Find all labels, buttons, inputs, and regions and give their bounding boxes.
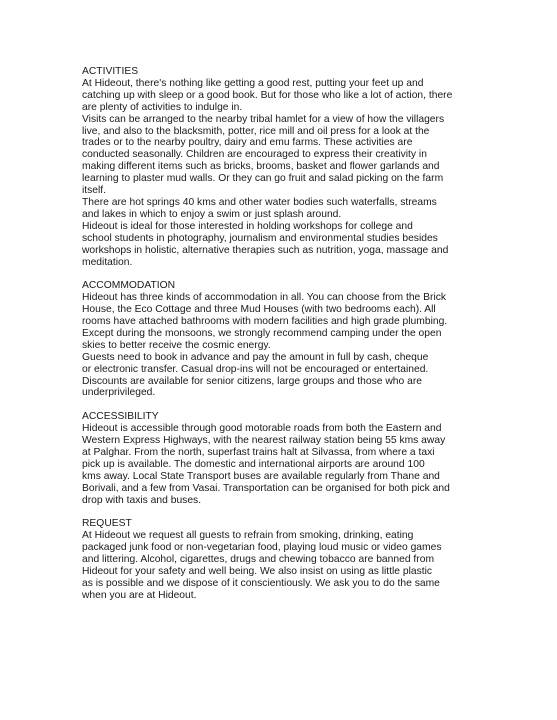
text-line: Western Express Highways, with the nearest railway station being 55 kms away [82, 435, 446, 447]
text-line: school students in photography, journalism and environmental studies besides [82, 232, 438, 244]
text-line: Hideout is accessible through good motorable roads from both the Eastern and [82, 423, 442, 435]
text-line: Discounts are available for senior citizens, large groups and those who are [82, 375, 422, 387]
text-line: when you are at Hideout. [82, 589, 197, 601]
text-line: Hideout for your safety and well being. We also insist on using as little plastic [82, 566, 433, 578]
text-line: Guests need to book in advance and pay the amount in full by cash, cheque [82, 351, 429, 363]
section-accommodation [82, 280, 482, 399]
text-line: pick up is available. The domestic and international airports are around 100 [82, 458, 425, 470]
text-line: making different items such as bricks, brooms, basket and flower garlands and [82, 161, 440, 173]
text-line: Hideout is ideal for those interested in holding workshops for college and [82, 220, 413, 232]
section-heading: ACTIVITIES [82, 66, 139, 77]
text-line: There are hot springs 40 kms and other water bodies such waterfalls, streams [82, 196, 437, 208]
section-heading: REQUEST [82, 518, 132, 530]
text-line: are plenty of activities to indulge in. [82, 101, 243, 113]
text-line: workshops in holistic, alternative therapies such as nutrition, yoga, massage and [82, 244, 449, 256]
text-line: At Hideout we request all guests to refrain from smoking, drinking, eating [82, 530, 414, 542]
text-line: packaged junk food or non-vegetarian food, playing loud music or video games [82, 542, 442, 554]
section-heading: ACCOMMODATION [82, 280, 176, 292]
text-line: meditation. [82, 256, 133, 268]
text-line: Borivali, and a few from Vasai. Transportation can be organised for both pick and [82, 482, 450, 494]
text-line: catching up with sleep or a good book. But for those who like a lot of action, there [82, 89, 453, 101]
section-heading: ACCESSIBILITY [82, 411, 159, 423]
text-line: learning to plaster mud walls. Or they can go fruit and salad picking on the farm [82, 173, 444, 185]
document-page [82, 66, 482, 614]
text-line: At Hideout, there's nothing like getting a good rest, putting your feet up and [82, 77, 424, 89]
text-line: as is possible and we dispose of it conscientiously. We ask you to do the same [82, 577, 440, 589]
text-line: and littering. Alcohol, cigarettes, drugs and chewing tobacco are banned from [82, 554, 435, 566]
text-line: or electronic transfer. Casual drop-ins will not be encouraged or entertained. [82, 363, 429, 375]
text-line: live, and also to the blacksmith, potter, rice mill and oil press for a look at the [82, 125, 430, 137]
section-activities [82, 66, 482, 268]
text-line: underprivileged. [82, 387, 156, 399]
text-line: skies to better receive the cosmic energy. [82, 339, 271, 351]
text-line: and lakes in which to enjoy a swim or just splash around. [82, 208, 342, 220]
text-line: at Palghar. From the north, superfast trains halt at Silvassa, from where a taxi [82, 446, 435, 458]
text-line: Except during the monsoons, we strongly recommend camping under the open [82, 327, 442, 339]
text-line: drop with taxis and buses. [82, 494, 202, 506]
section-accessibility [82, 411, 482, 506]
text-line: trades or to the nearby poultry, dairy and emu farms. These activities are [82, 137, 413, 149]
text-line: Hideout has three kinds of accommodation in all. You can choose from the Brick [82, 292, 447, 304]
text-line: conducted seasonally. Children are encouraged to express their creativity in [82, 149, 427, 161]
text-line: House, the Eco Cottage and three Mud Houses (with two bedrooms each). All [82, 304, 436, 316]
text-line: kms away. Local State Transport buses are available regularly from Thane and [82, 470, 440, 482]
text-line: rooms have attached bathrooms with modern facilities and high grade plumbing. [82, 316, 448, 328]
text-line: itself. [82, 185, 107, 197]
text-line: Visits can be arranged to the nearby tribal hamlet for a view of how the villagers [82, 113, 445, 125]
section-request [82, 518, 482, 601]
